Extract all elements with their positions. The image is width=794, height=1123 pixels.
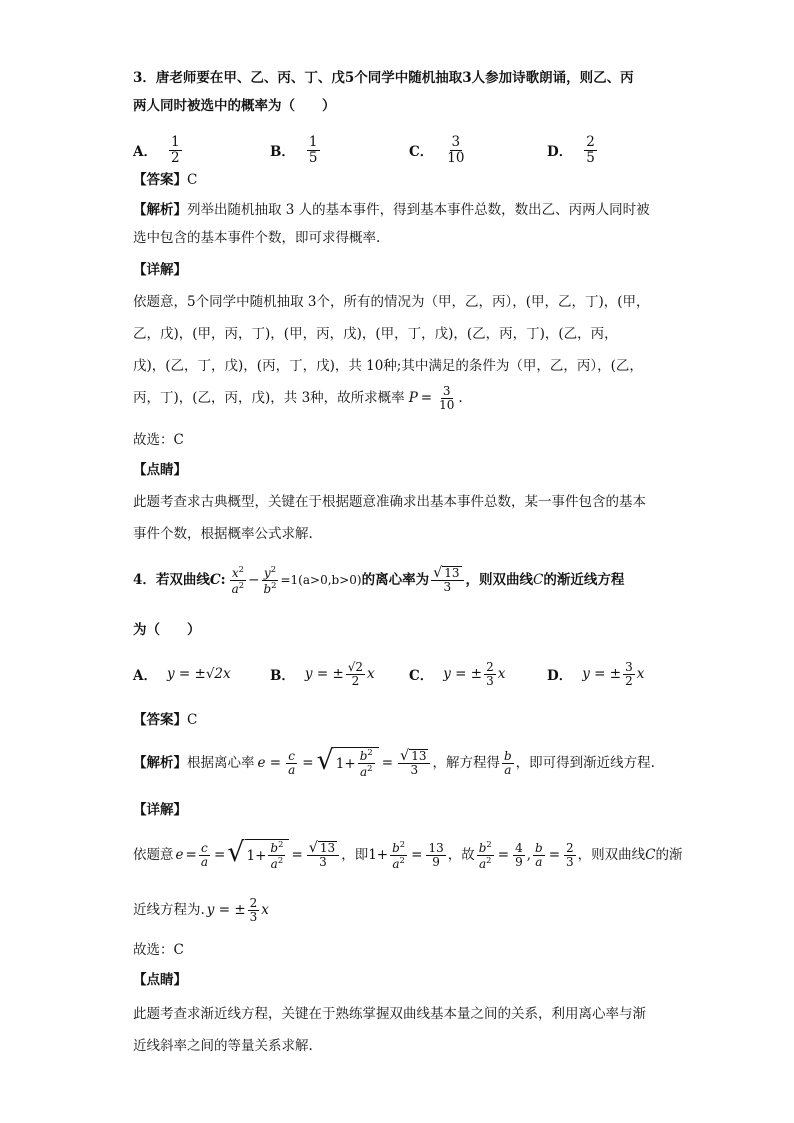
q4-detail-line2: 近线方程为. y = ± $\frac{2}{3}$ x [133, 895, 269, 924]
q3-answer: 【答案】C [133, 172, 198, 188]
q4-analysis: 【解析】 根据离心率 e = $\frac{c}{a}$ = √ 1+ $\frac{b^2}{a^2}$ = √ 13 3 ，解方程得 $\frac{b}{a}$ ，即可得到渐近线方程. [133, 745, 655, 779]
q3-comment-heading: 【点睛】 [133, 462, 187, 478]
q4-choose: 故选：C [133, 942, 184, 958]
q3-analysis-line1: 【解析】列举出随机抽取 3 人的基本事件，得到基本事件总数，数出乙、丙两人同时被 [133, 202, 650, 218]
q3-analysis-line2: 选中包含的基本事件个数，即可求得概率. [133, 230, 381, 246]
q4-options [133, 652, 663, 696]
q4-answer: 【答案】C [133, 712, 198, 728]
q4-stem-line1: 4．若双曲线 C : $\frac{x^2}{a^2}$ − $\frac{y^2}{b^2}$ =1(a>0,b>0) 的离心率为 √ 13 3 ，则双曲线 C 的渐近线方程 [133, 563, 625, 596]
q3-comment-line1: 此题考查求古典概型，关键在于根据题意准确求出基本事件总数，某一事件包含的基本 [133, 494, 646, 510]
q3-stem-line1: 3．唐老师要在甲、乙、丙、丁、戊5个同学中随机抽取3人参加诗歌朗诵，则乙、丙 [133, 70, 634, 86]
q4-detail-line1: 依题意 e = $\frac{c}{a}$ = √ 1+ $\frac{b^2}{a^2}$ = √ 13 3 ，即 1+ $\frac{b^2}{a^2}$ = $\frac{13}{9}$ ，故 $\frac{b^2}{a^2}$ = $\frac{4}{9}$ , $\frac{b}{a}$ = $\frac{2}{3}$ ，则双曲线 C 的渐 [133, 837, 683, 871]
q3-detail-line2: 乙，戊)，(甲，丙，丁)，(甲，丙，戊)，(甲，丁，戊)，(乙，丙，丁)，(乙，丙， [133, 326, 618, 342]
q3-comment-line2: 事件个数，根据概率公式求解. [133, 526, 313, 542]
q3-detail-line4: 丙，丁)，(乙，丙，戊)，共 3种，故所求概率 P = $\frac{3}{10}$ . [133, 383, 463, 412]
q4-stem-line2: 为（ ） [133, 622, 201, 638]
q3-option-d: D． $\frac{2}{5}$ [547, 134, 595, 166]
q4-detail-heading: 【详解】 [133, 802, 187, 818]
q3-stem-line2: 两人同时被选中的概率为（ ） [133, 98, 336, 114]
q4-option-b: B． y = ± $\frac{√2}{2}$ x [270, 659, 375, 688]
q3-detail-line3: 戊)，(乙，丁，戊)，(丙，丁，戊)，共 10种;其中满足的条件为（甲，乙，丙），(乙， [133, 358, 643, 374]
q3-option-c: C． $\frac{3}{10}$ [409, 134, 465, 166]
q3-choose: 故选：C [133, 432, 184, 448]
q4-option-a: A． y = ±√2x [133, 666, 231, 684]
q4-comment-line2: 近线斜率之间的等量关系求解. [133, 1038, 313, 1054]
q3-detail-line1: 依题意，5个同学中随机抽取 3个，所有的情况为（甲，乙，丙），(甲，乙，丁)，(甲， [133, 294, 650, 310]
q3-detail-heading: 【详解】 [133, 262, 187, 278]
q3-option-b: B． $\frac{1}{5}$ [270, 134, 318, 166]
q4-option-c: C． y = ± $\frac{2}{3}$ x [409, 659, 506, 688]
q4-comment-heading: 【点睛】 [133, 972, 187, 988]
q3-option-a: A． $\frac{1}{2}$ [133, 134, 180, 166]
q4-comment-line1: 此题考查求渐近线方程，关键在于熟练掌握双曲线基本量之间的关系，利用离心率与渐 [133, 1006, 646, 1022]
q4-option-d: D． y = ± $\frac{3}{2}$ x [547, 659, 645, 688]
q3-options [133, 128, 663, 172]
